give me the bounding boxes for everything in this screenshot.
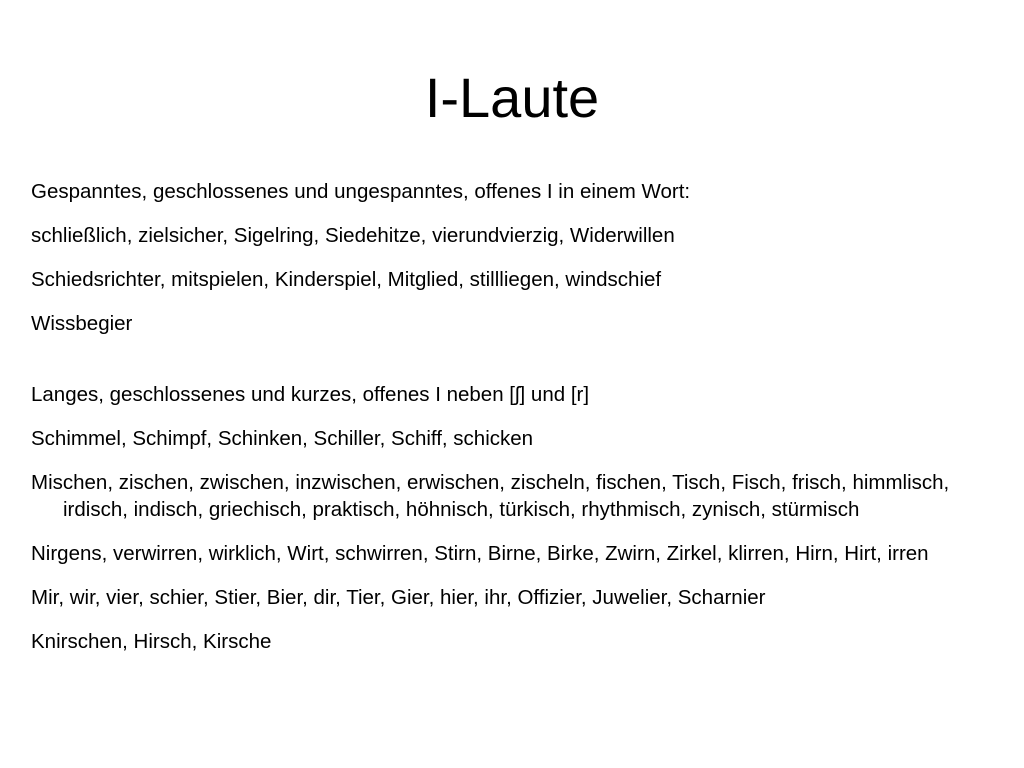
paragraph-example-words-3: Wissbegier — [31, 312, 133, 335]
slide-title: I-Laute — [424, 66, 600, 129]
paragraph-intro-same-word: Gespanntes, geschlossenes und ungespanntes, offenes I in einem Wort: — [31, 180, 691, 203]
paragraph-ier-words: Mir, wir, vier, schier, Stier, Bier, dir, Tier, Gier, hier, ihr, Offizier, Juwelier, Scharnier — [31, 586, 766, 609]
slide-body — [31, 178, 991, 672]
paragraph-irsch-words: Knirschen, Hirsch, Kirsche — [31, 630, 272, 653]
paragraph-isch-words: Mischen, zischen, zwischen, inzwischen, erwischen, zischeln, fischen, Tisch, Fisch, frisch, himmlisch, irdisch, indisch, griechisch, praktisch, höhnisch, türkisch, rhythmisch, zynisch, stürmisch — [31, 471, 950, 521]
paragraph-sch-words: Schimmel, Schimpf, Schinken, Schiller, Schiff, schicken — [31, 427, 534, 450]
paragraph-example-words-2: Schiedsrichter, mitspielen, Kinderspiel, Mitglied, stillliegen, windschief — [31, 268, 662, 291]
paragraph-intro-sh-r: Langes, geschlossenes und kurzes, offenes I neben [ʃ] und [r] — [31, 383, 590, 406]
paragraph-example-words-1: schließlich, zielsicher, Sigelring, Siedehitze, vierundvierzig, Widerwillen — [31, 224, 675, 247]
paragraph-ir-words: Nirgens, verwirren, wirklich, Wirt, schwirren, Stirn, Birne, Birke, Zwirn, Zirkel, klirren, Hirn, Hirt, irren — [31, 542, 929, 565]
